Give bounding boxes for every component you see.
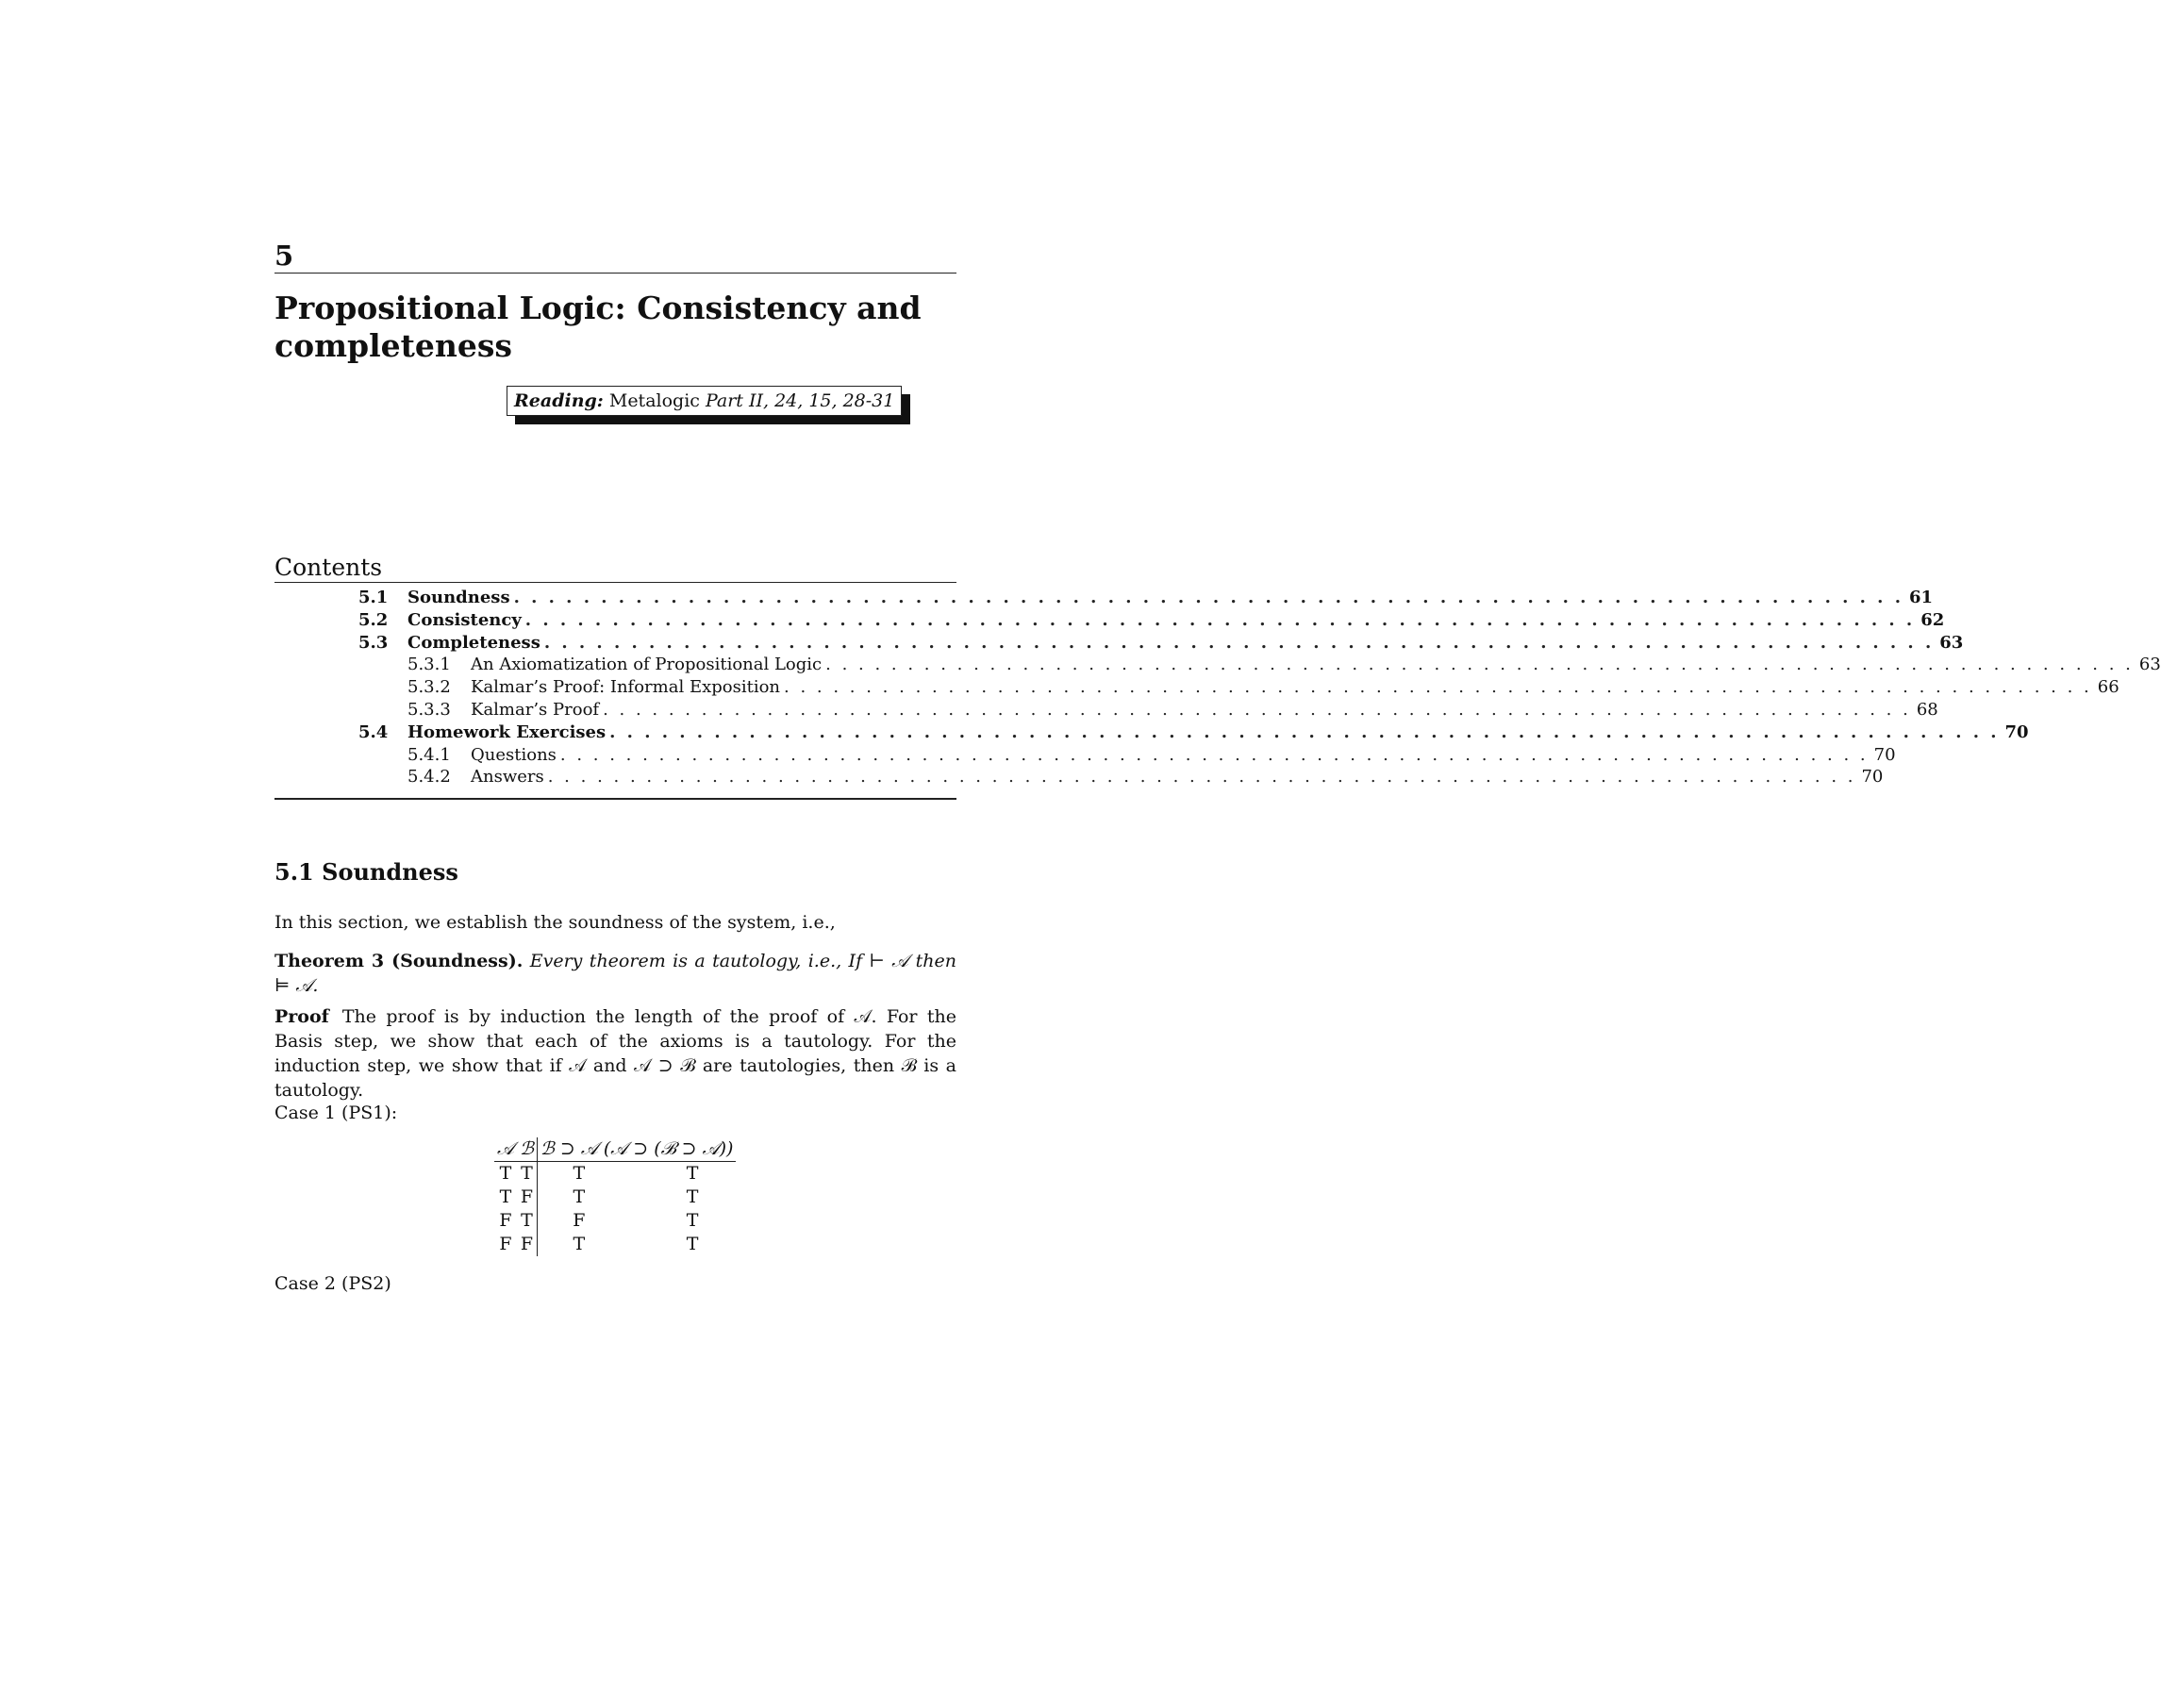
toc-entry-page: 61 xyxy=(1908,588,1934,607)
contents-bottom-rule xyxy=(274,798,956,800)
toc-entry-title: Questions xyxy=(471,744,560,767)
toc-entry-title: Consistency xyxy=(407,609,525,632)
toc-entry-number: 5.1 xyxy=(358,588,389,607)
proof-text: The proof is by induction the length of the proof of 𝒜. For the Basis step, we show that each of the axioms is a tautology. For the induction step, we show that if 𝒜 and 𝒜 ⊃ ℬ are tautologies, then ℬ is a tautology. xyxy=(274,1006,956,1101)
case-1-label: Case 1 (PS1): xyxy=(274,1103,398,1123)
truth-table-cell: F xyxy=(517,1186,537,1209)
toc-entry[interactable] xyxy=(358,676,2119,699)
truth-table-row xyxy=(494,1186,736,1209)
toc-leader-dots: . . . . . . . . . . . . . . . . . . . . . . . . . . . . . . . . . . . . . . . . . . . . . . . . . . . . . . . . . . . . . . . . . . . . . . . . . . . . . . . . xyxy=(559,744,1869,765)
toc-entry-page: 70 xyxy=(1861,767,1884,788)
toc-entry-number: 5.3.3 xyxy=(407,699,451,720)
contents-heading: Contents xyxy=(274,554,383,581)
toc-entry-title: Answers xyxy=(471,766,548,788)
toc-entry-title: Kalmar’s Proof: Informal Exposition xyxy=(471,676,784,699)
toc-entry-page: 63 xyxy=(1939,632,1964,653)
toc-leader-dots: . . . . . . . . . . . . . . . . . . . . . . . . . . . . . . . . . . . . . . . . . . . . . . . . . . . . . . . . . . . . . . . . . . . . . . . . . . . . . . . . xyxy=(547,767,1856,788)
toc-leader-dots: . . . . . . . . . . . . . . . . . . . . . . . . . . . . . . . . . . . . . . . . . . . . . . . . . . . . . . . . . . . . . . . . . . . . . . . . . . . . . . . . xyxy=(603,699,1911,720)
toc-entry-page: 62 xyxy=(1920,609,1945,630)
toc-entry-page: 66 xyxy=(2097,677,2119,698)
toc-entry[interactable] xyxy=(358,632,1964,655)
theorem-body: Every theorem is a tautology, i.e., If ⊢ 𝒜 then ⊨ 𝒜. xyxy=(274,951,956,996)
truth-table-row xyxy=(494,1233,736,1256)
truth-table-cell: F xyxy=(499,1234,512,1254)
chapter-title: Propositional Logic: Consistency and completeness xyxy=(274,290,922,364)
toc-entry-number: 5.4.1 xyxy=(407,744,451,765)
truth-table-row xyxy=(494,1209,736,1233)
toc-entry[interactable] xyxy=(358,744,1896,767)
table-of-contents xyxy=(358,587,2161,788)
toc-entry-page: 63 xyxy=(2138,655,2161,675)
truth-table-cell: F xyxy=(573,1210,586,1231)
toc-entry-number: 5.3 xyxy=(358,632,389,653)
truth-table-cell: T xyxy=(517,1209,537,1233)
toc-entry-number: 5.4.2 xyxy=(407,767,451,788)
section-heading: 5.1 Soundness xyxy=(274,858,458,886)
reading-box xyxy=(507,386,902,416)
chapter-number: 5 xyxy=(274,240,294,272)
reading-source: Metalogic xyxy=(608,390,700,411)
toc-entry[interactable] xyxy=(358,654,2161,676)
theorem xyxy=(274,949,956,998)
truth-table-row xyxy=(494,1162,736,1186)
toc-entry-number: 5.4 xyxy=(358,721,389,742)
contents-rule xyxy=(274,582,956,583)
truth-table-header: (𝒜 ⊃ (ℬ ⊃ 𝒜)) xyxy=(601,1137,737,1162)
toc-leader-dots: . . . . . . . . . . . . . . . . . . . . . . . . . . . . . . . . . . . . . . . . . . . . . . . . . . . . . . . . . . . . . . . . . . . . . . . . . . . . . . . . xyxy=(609,721,2000,742)
toc-entry-page: 68 xyxy=(1916,699,1938,720)
toc-entry[interactable] xyxy=(358,609,1945,632)
toc-leader-dots: . . . . . . . . . . . . . . . . . . . . . . . . . . . . . . . . . . . . . . . . . . . . . . . . . . . . . . . . . . . . . . . . . . . . . . . . . . . . . . . . xyxy=(524,609,1916,630)
toc-entry-title: An Axiomatization of Propositional Logic xyxy=(471,654,825,676)
toc-entry[interactable] xyxy=(358,699,1938,721)
truth-table xyxy=(494,1137,736,1256)
toc-entry-number: 5.2 xyxy=(358,609,389,630)
truth-table-cell: F xyxy=(517,1233,537,1256)
truth-table-cell: T xyxy=(686,1210,699,1231)
truth-table-cell: T xyxy=(686,1163,699,1184)
toc-leader-dots: . . . . . . . . . . . . . . . . . . . . . . . . . . . . . . . . . . . . . . . . . . . . . . . . . . . . . . . . . . . . . . . . . . . . . . . . . . . . . . . . xyxy=(513,588,1903,607)
reading-label: Reading: xyxy=(514,390,604,411)
toc-entry-page: 70 xyxy=(1873,744,1896,765)
toc-entry-page: 70 xyxy=(2004,721,2029,742)
truth-table-header-row xyxy=(494,1137,736,1162)
case-2-label: Case 2 (PS2) xyxy=(274,1273,391,1294)
toc-entry[interactable] xyxy=(358,721,2029,744)
toc-entry-number: 5.3.2 xyxy=(407,677,451,698)
toc-leader-dots: . . . . . . . . . . . . . . . . . . . . . . . . . . . . . . . . . . . . . . . . . . . . . . . . . . . . . . . . . . . . . . . . . . . . . . . . . . . . . . . . xyxy=(543,632,1935,653)
toc-leader-dots: . . . . . . . . . . . . . . . . . . . . . . . . . . . . . . . . . . . . . . . . . . . . . . . . . . . . . . . . . . . . . . . . . . . . . . . . . . . . . . . . xyxy=(784,677,2092,698)
truth-table-cell: T xyxy=(573,1234,586,1254)
truth-table-cell: T xyxy=(499,1163,512,1184)
truth-table-cell: T xyxy=(573,1163,586,1184)
theorem-label: Theorem 3 (Soundness). xyxy=(274,951,524,971)
toc-entry-number: 5.3.1 xyxy=(407,655,451,675)
truth-table-cell: T xyxy=(517,1162,537,1186)
toc-entry[interactable] xyxy=(358,587,1934,609)
chapter-rule xyxy=(274,273,956,274)
truth-table-cell: T xyxy=(573,1186,586,1207)
toc-entry-title: Completeness xyxy=(407,632,544,655)
toc-entry-title: Homework Exercises xyxy=(407,721,609,744)
truth-table-header: ℬ xyxy=(517,1137,537,1162)
toc-leader-dots: . . . . . . . . . . . . . . . . . . . . . . . . . . . . . . . . . . . . . . . . . . . . . . . . . . . . . . . . . . . . . . . . . . . . . . . . . . . . . . . . xyxy=(825,655,2134,675)
truth-table-cell: F xyxy=(499,1210,512,1231)
proof-label: Proof xyxy=(274,1006,329,1027)
proof xyxy=(274,1004,956,1103)
toc-entry-title: Soundness xyxy=(407,587,514,609)
truth-table-header: 𝒜 xyxy=(494,1137,517,1162)
truth-table-cell: T xyxy=(499,1186,512,1207)
intro-paragraph: In this section, we establish the soundness of the system, i.e., xyxy=(274,912,836,933)
toc-entry-title: Kalmar’s Proof xyxy=(471,699,603,721)
truth-table-cell: T xyxy=(686,1234,699,1254)
reading-parts: Part II, 24, 15, 28-31 xyxy=(705,390,895,411)
toc-entry[interactable] xyxy=(358,766,1884,788)
truth-table-cell: T xyxy=(686,1186,699,1207)
truth-table-header: ℬ ⊃ 𝒜 xyxy=(537,1137,600,1162)
